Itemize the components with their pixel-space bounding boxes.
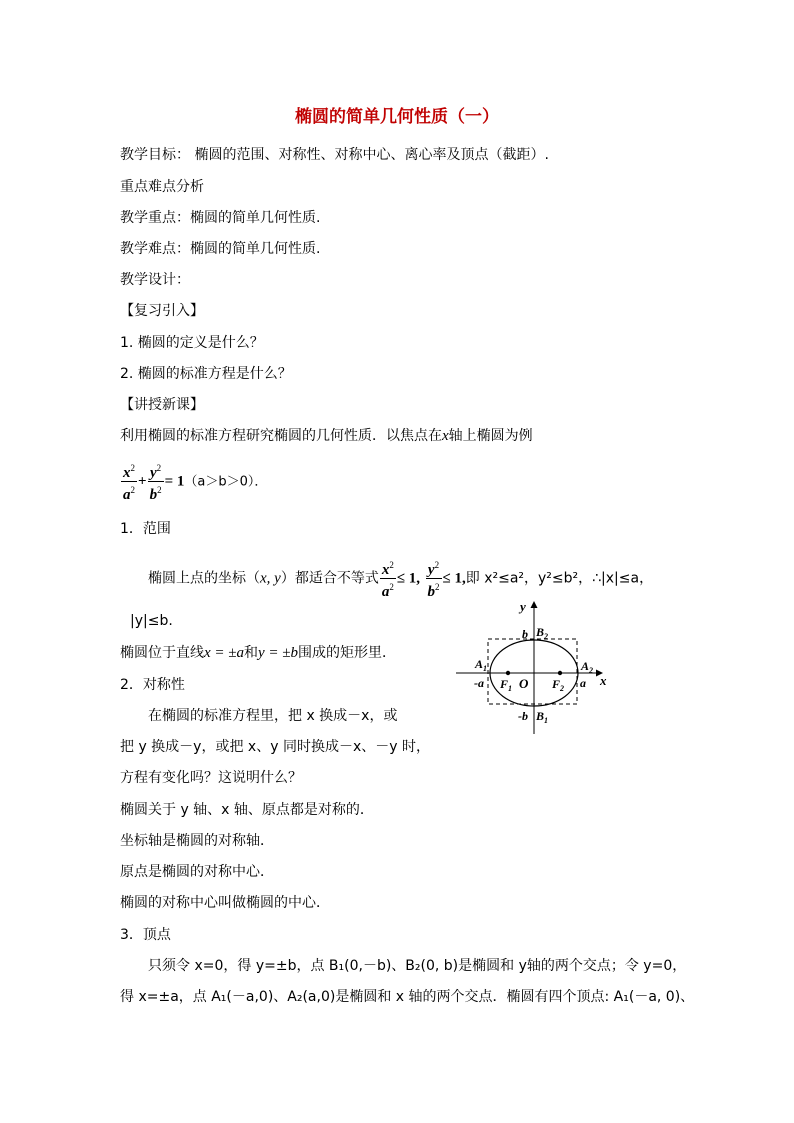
review-q2: 2. 椭圆的标准方程是什么？ — [120, 366, 292, 382]
page-title: 椭圆的简单几何性质（一） — [295, 107, 499, 127]
standard-equation: $\frac{x^2}{a^2}$ + $\frac{y^2}{b^2}$ = 1（a＞b＞0）． — [120, 460, 267, 503]
frac-y2-b2: $\frac{y^2}{b^2}$ — [148, 460, 164, 503]
vertex-a1-label: $A_1$ — [475, 657, 488, 673]
vertices-p2: 得 x=±a，点 A₁(－a,0)、A₂(a,0)是椭圆和 x 轴的两个交点．椭圆有四个顶点: A₁(－a, 0)、 — [120, 989, 695, 1005]
symmetry-p3: 方程有变化吗？这说明什么？ — [120, 770, 302, 786]
range-p2: |y|≤b. — [130, 613, 173, 629]
symmetry-heading: 2．对称性 — [120, 677, 185, 693]
range-p3: 椭圆位于直线x = ±a和y = ±b围成的矩形里． — [120, 645, 397, 661]
new-lesson-intro: 利用椭圆的标准方程研究椭圆的几何性质．以焦点在x轴上椭圆为例 — [120, 428, 533, 444]
vertex-b2-label: $B_2$ — [536, 625, 549, 641]
vertex-a2-label: $A_2$ — [581, 659, 594, 675]
symmetry-p2: 把 y 换成－y，或把 x、y 同时换成－x、－y 时， — [120, 739, 430, 755]
vertices-p1: 只须令 x=0，得 y=±b，点 B₁(0,－b)、B₂(0, b)是椭圆和 y轴的两个交点；令 y=0， — [148, 958, 687, 974]
intro-var: x — [442, 428, 449, 444]
ellipse-figure — [450, 596, 620, 738]
focus-f1-label: $F_1$ — [500, 677, 513, 693]
objectives-text: 椭圆的范围、对称性、对称中心、离心率及顶点（截距）. — [194, 147, 549, 163]
symmetry-c3: 原点是椭圆的对称中心． — [120, 864, 274, 880]
vertex-b1-label: $B_1$ — [536, 709, 549, 725]
y-axis-label: y — [520, 599, 526, 614]
origin-label: O — [519, 676, 529, 691]
key-point: 教学重点：椭圆的简单几何性质. — [120, 210, 321, 226]
symmetry-c2: 坐标轴是椭圆的对称轴． — [120, 833, 274, 849]
symmetry-p1: 在椭圆的标准方程里，把 x 换成－x，或 — [148, 708, 398, 724]
focus-f1 — [506, 671, 510, 675]
objectives-label: 教学目标： — [120, 147, 190, 163]
vertices-heading: 3．顶点 — [120, 927, 171, 943]
symmetry-c1: 椭圆关于 y 轴、x 轴、原点都是对称的． — [120, 802, 374, 818]
eq-rhs: = 1 — [164, 473, 185, 490]
a-negative-label: -a — [474, 676, 484, 690]
review-heading: 【复习引入】 — [120, 303, 204, 319]
frac-x2-a2: $\frac{x^2}{a^2}$ — [121, 460, 137, 503]
new-lesson-heading: 【讲授新课】 — [120, 397, 204, 413]
eq-condition: （a＞b＞0）． — [184, 474, 268, 490]
design-label: 教学设计： — [120, 272, 190, 288]
difficulty: 教学难点：椭圆的简单几何性质. — [120, 241, 321, 257]
focus-f2 — [558, 671, 562, 675]
review-q1: 1. 椭圆的定义是什么？ — [120, 335, 264, 351]
key-analysis: 重点难点分析 — [120, 179, 204, 195]
range-p1: 椭圆上点的坐标（x, y）都适合不等式 $\frac{x^2}{a^2}$ ≤ 1, $\frac{y^2}{b^2}$ ≤ 1,即 x²≤a²，y²≤b²，∴|x|≤a， — [148, 557, 653, 600]
symmetry-c4: 椭圆的对称中心叫做椭圆的中心． — [120, 895, 330, 911]
objectives-line — [120, 145, 549, 165]
x-axis-label: x — [600, 673, 607, 688]
range-heading: 1．范围 — [120, 521, 171, 537]
b-negative-label: -b — [518, 709, 528, 723]
focus-f2-label: $F_2$ — [552, 677, 565, 693]
a-positive-label: a — [580, 676, 586, 690]
b-positive-label: b — [522, 627, 528, 641]
